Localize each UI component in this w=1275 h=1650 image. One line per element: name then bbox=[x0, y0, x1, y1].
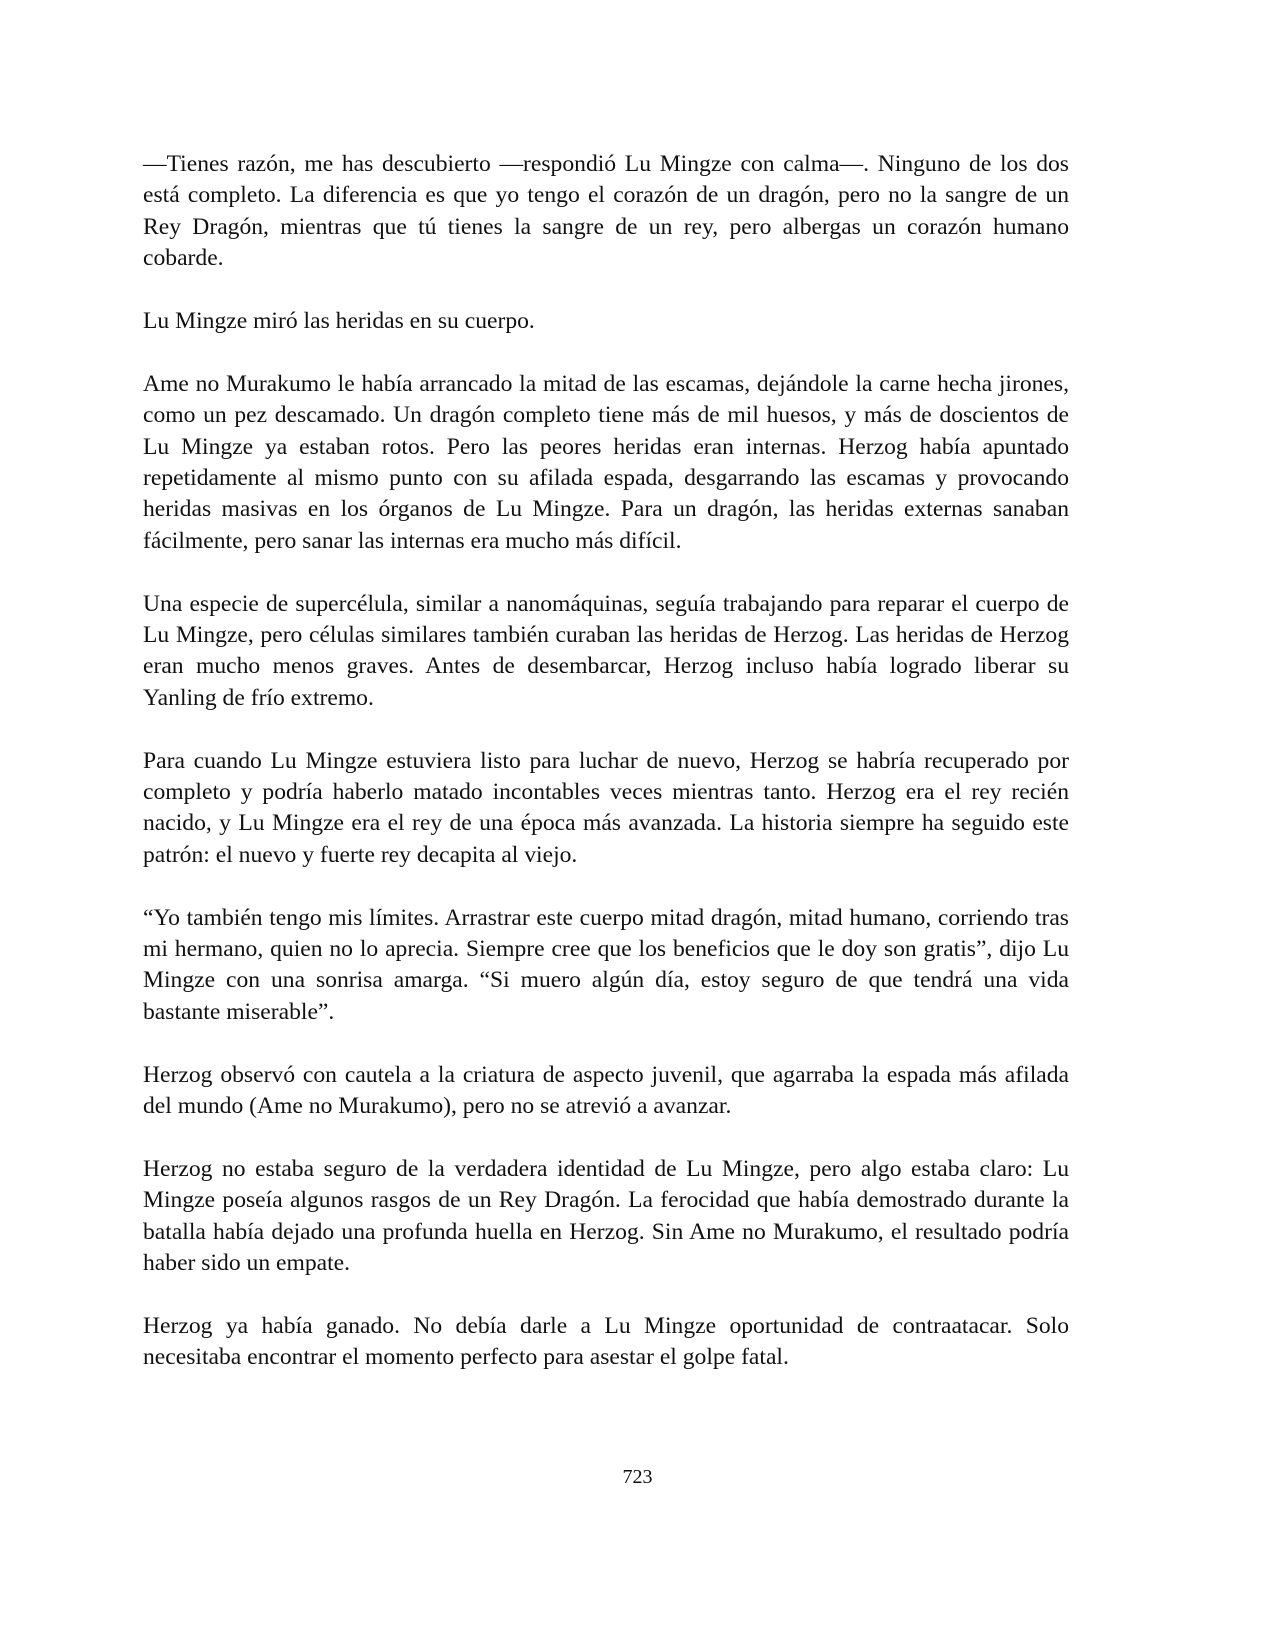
text-line: Ame no Murakumo le había arrancado la mitad de las escamas, dejándole la carne hecha jirones, bbox=[143, 370, 1069, 397]
paragraph bbox=[143, 1060, 1069, 1123]
text-line: cobarde. bbox=[143, 245, 224, 272]
text-line: nacido, y Lu Mingze era el rey de una época más avanzada. La historia siempre ha seguido este bbox=[143, 810, 1069, 837]
paragraph bbox=[143, 149, 1069, 275]
text-line: bastante miserable”. bbox=[143, 998, 335, 1025]
text-line: Herzog ya había ganado. No debía darle a Lu Mingze oportunidad de contraatacar. Solo bbox=[143, 1312, 1069, 1339]
page-number: 723 bbox=[622, 1466, 653, 1488]
text-line: Herzog observó con cautela a la criatura de aspecto juvenil, que agarraba la espada más afilada bbox=[143, 1061, 1069, 1088]
text-line: fácilmente, pero sanar las internas era mucho más difícil. bbox=[143, 527, 682, 554]
text-line: necesitaba encontrar el momento perfecto para asestar el golpe fatal. bbox=[143, 1344, 789, 1371]
text-line: como un pez descamado. Un dragón completo tiene más de mil huesos, y más de doscientos de bbox=[143, 402, 1069, 429]
paragraph bbox=[143, 1311, 1069, 1374]
text-line: Una especie de supercélula, similar a nanomáquinas, seguía trabajando para reparar el cuerpo de bbox=[143, 590, 1069, 617]
text-line: Mingze poseía algunos rasgos de un Rey Dragón. La ferocidad que había demostrado durante la bbox=[143, 1187, 1069, 1214]
text-line: Herzog no estaba seguro de la verdadera identidad de Lu Mingze, pero algo estaba claro: Lu bbox=[143, 1155, 1069, 1182]
text-line: eran mucho menos graves. Antes de desembarcar, Herzog incluso había logrado liberar su bbox=[143, 653, 1069, 680]
text-line: heridas masivas en los órganos de Lu Mingze. Para un dragón, las heridas externas sanaban bbox=[143, 496, 1069, 523]
text-line: patrón: el nuevo y fuerte rey decapita al viejo. bbox=[143, 841, 578, 868]
paragraph bbox=[143, 903, 1069, 1029]
paragraph bbox=[143, 746, 1069, 872]
text-line: haber sido un empate. bbox=[143, 1250, 351, 1277]
text-line: “Yo también tengo mis límites. Arrastrar este cuerpo mitad dragón, mitad humano, corriendo tras bbox=[143, 904, 1069, 931]
paragraph bbox=[143, 1154, 1069, 1280]
text-line: completo y podría haberlo matado incontables veces mientras tanto. Herzog era el rey recién bbox=[143, 779, 1069, 806]
page-body bbox=[143, 149, 1069, 1405]
text-line: Lu Mingze miró las heridas en su cuerpo. bbox=[143, 308, 535, 335]
text-line: Lu Mingze ya estaban rotos. Pero las peores heridas eran internas. Herzog había apuntado bbox=[143, 433, 1069, 460]
text-line: Para cuando Lu Mingze estuviera listo para luchar de nuevo, Herzog se habría recuperado por bbox=[143, 747, 1069, 774]
paragraph bbox=[143, 306, 1069, 337]
text-line: Lu Mingze, pero células similares también curaban las heridas de Herzog. Las heridas de Herzog bbox=[143, 622, 1069, 649]
text-line: Rey Dragón, mientras que tú tienes la sangre de un rey, pero albergas un corazón humano bbox=[143, 213, 1069, 240]
text-line: del mundo (Ame no Murakumo), pero no se atrevió a avanzar. bbox=[143, 1093, 732, 1120]
text-line: repetidamente al mismo punto con su afilada espada, desgarrando las escamas y provocando bbox=[143, 465, 1069, 492]
text-line: Yanling de frío extremo. bbox=[143, 684, 374, 711]
text-line: mi hermano, quien no lo aprecia. Siempre cree que los beneficios que le doy son gratis”, dijo Lu bbox=[143, 936, 1069, 963]
paragraph bbox=[143, 369, 1069, 557]
text-line: Mingze con una sonrisa amarga. “Si muero algún día, estoy seguro de que tendrá una vida bbox=[143, 967, 1069, 994]
text-line: —Tienes razón, me has descubierto —respondió Lu Mingze con calma—. Ninguno de los dos bbox=[143, 151, 1069, 177]
text-line: batalla había dejado una profunda huella en Herzog. Sin Ame no Murakumo, el resultado podría bbox=[143, 1218, 1069, 1245]
paragraph bbox=[143, 589, 1069, 715]
text-line: está completo. La diferencia es que yo tengo el corazón de un dragón, pero no la sangre de un bbox=[143, 182, 1069, 209]
